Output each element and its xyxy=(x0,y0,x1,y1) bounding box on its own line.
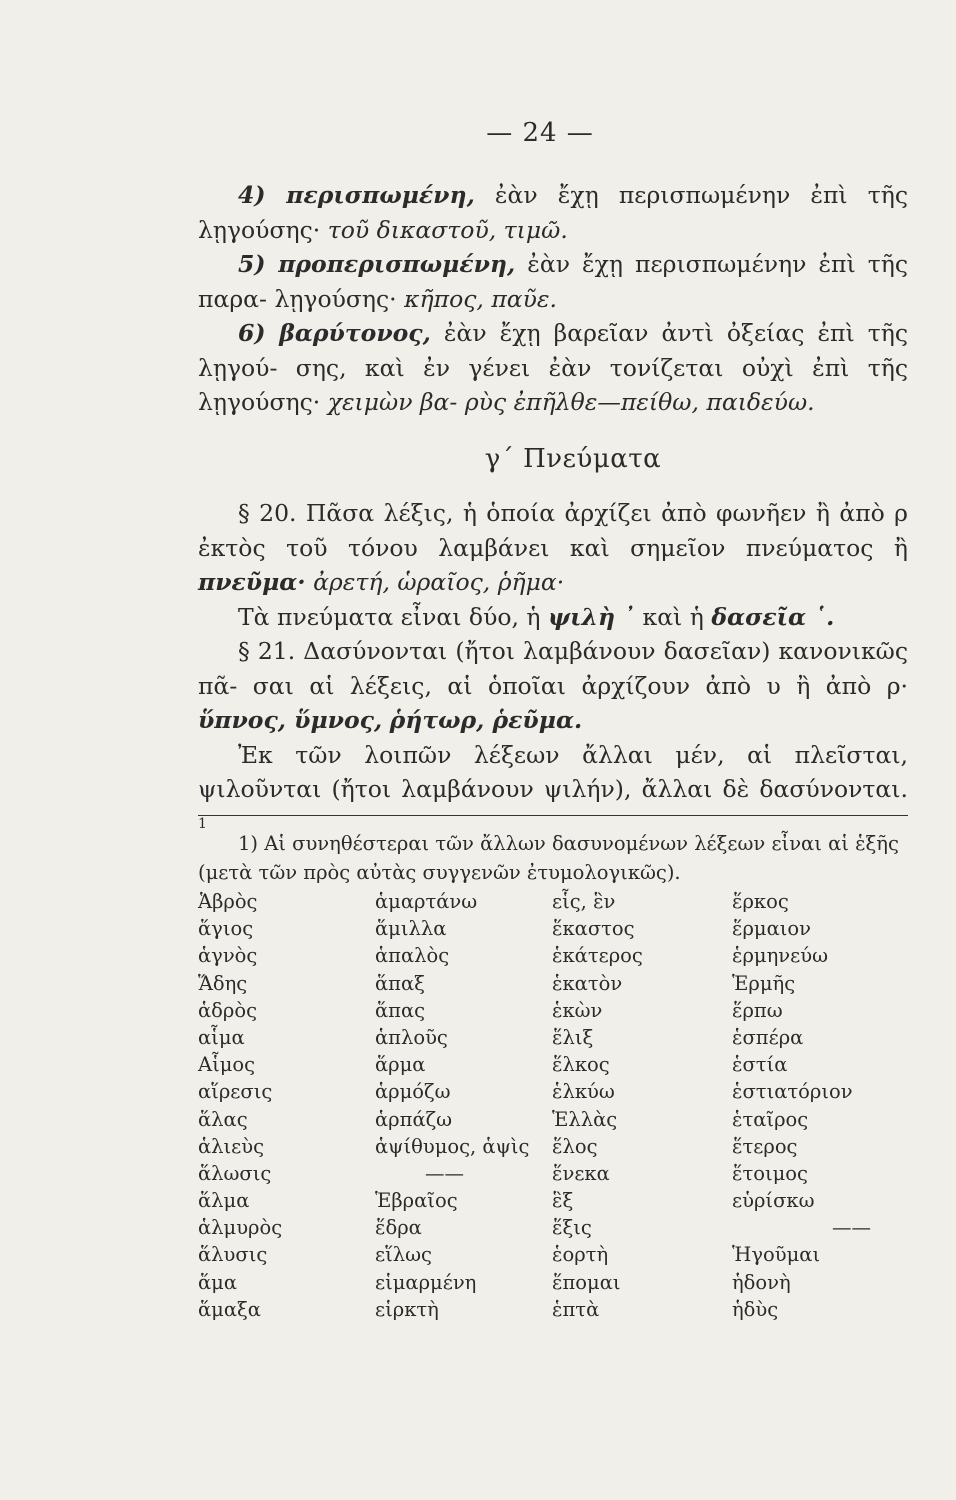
page-number: — 24 — xyxy=(486,118,594,148)
list-item: ἑπτὰ xyxy=(552,1297,600,1321)
term-psile: ψιλὴ ᾿ xyxy=(548,602,636,631)
list-item: Αἷμος xyxy=(198,1053,256,1077)
item-properispomene-example: κῆπος, παῦε. xyxy=(404,284,558,313)
list-item: ἅλυσις xyxy=(198,1243,268,1267)
paragraph-20-line-2: ἐκτὸς τοῦ τόνου λαμβάνει καὶ σημεῖον πνεύματος ἢ xyxy=(198,533,908,562)
item-barytonos-text: ἐὰν ἔχῃ βαρεῖαν ἀντὶ ὀξείας ἐπὶ τῆς λῃγού- xyxy=(198,319,908,382)
term-perispomene: 4) περισπωμένη, xyxy=(238,181,475,209)
item-properispomene-text: ἐὰν ἔχῃ περισπωμένην ἐπὶ τῆς παρα- xyxy=(198,250,908,313)
list-item: ἅμαξα xyxy=(198,1297,261,1321)
paragraph-rest-line-1: Ἐκ τῶν λοιπῶν λέξεων ἄλλαι μέν, αἱ πλεῖσται, ψιλοῦνται xyxy=(198,740,908,803)
list-item: ἕπομαι xyxy=(552,1270,621,1294)
list-item: ἡδονὴ xyxy=(732,1270,791,1294)
list-item: ἁρπάζω xyxy=(375,1107,453,1131)
list-item: ἅμιλλα xyxy=(375,917,447,941)
list-item: ἑστία xyxy=(732,1053,788,1077)
list-item: ἁμαρτάνω xyxy=(375,890,478,913)
list-item: ἁπαλὸς xyxy=(375,944,450,968)
list-item: ἕρμαιον xyxy=(732,917,812,941)
paragraph-21-examples-2: ῥήτωρ, ῥεῦμα. xyxy=(389,706,583,734)
list-item: ἁψίθυμος, ἁψὶς xyxy=(375,1134,530,1158)
list-item: ἑστιατόριον xyxy=(732,1080,853,1104)
list-item: αἷμα xyxy=(198,1025,245,1049)
paragraph-spirits xyxy=(198,600,908,635)
list-item: ἑλκύω xyxy=(552,1080,615,1104)
word-list-column-3 xyxy=(552,888,732,1323)
list-item: ἅγιος xyxy=(198,917,254,941)
item-barytonos-example-2: ρὺς ἐπῆλθε—πείθω, παιδεύω. xyxy=(464,388,815,416)
paragraph-21 xyxy=(198,634,908,738)
list-item: ἁπλοῦς xyxy=(375,1025,448,1049)
item-perispomene xyxy=(198,178,908,247)
list-item: εἵλως xyxy=(375,1243,432,1267)
list-item: ἅλμα xyxy=(198,1189,250,1213)
list-item: αἵρεσις xyxy=(198,1080,273,1104)
list-item: ἕνεκα xyxy=(552,1161,610,1185)
item-barytonos-example: χειμὼν βα- xyxy=(327,388,458,416)
list-item: Ἡγοῦμαι xyxy=(732,1243,821,1267)
footnote-rule xyxy=(198,815,908,816)
list-item: Ἑβραῖος xyxy=(375,1189,458,1213)
list-item: ἁρμόζω xyxy=(375,1080,451,1104)
list-item: ἑταῖρος xyxy=(732,1107,809,1131)
list-item: ἑορτὴ xyxy=(552,1243,609,1267)
list-item: ἑσπέρα xyxy=(732,1025,804,1049)
word-list-column-4 xyxy=(732,888,908,1323)
list-item: ἑκὼν xyxy=(552,998,603,1022)
paragraph-21-line-2: σαι αἱ λέξεις, αἱ ὁποῖαι ἀρχίζουν ἀπὸ υ ἢ ἀπὸ ρ· xyxy=(252,671,908,700)
footnote-reference: 1 xyxy=(198,815,207,832)
list-item: ἁλιεὺς xyxy=(198,1134,265,1158)
list-item: ἅλας xyxy=(198,1107,248,1131)
list-item: ἕρπω xyxy=(732,998,783,1022)
list-item: ἅρμα xyxy=(375,1053,426,1077)
footnote-line-2: (μετὰ τῶν πρὸς αὐτὰς συγγενῶν ἐτυμολογικῶς). xyxy=(198,861,681,884)
paragraph-21-line-1: § 21. Δασύνονται (ἤτοι λαμβάνουν δασεῖαν) κανονικῶς πᾶ- xyxy=(198,637,908,700)
spirits-text-a: Τὰ πνεύματα εἶναι δύο, ἡ xyxy=(238,602,541,631)
list-item: ἕξις xyxy=(552,1216,592,1240)
list-item: ἅλωσις xyxy=(198,1161,272,1185)
item-barytonos xyxy=(198,316,908,420)
item-perispomene-example: τοῦ δικαστοῦ, τιμῶ. xyxy=(327,215,568,244)
list-item: ἁδρὸς xyxy=(198,998,258,1022)
paragraph-20 xyxy=(198,496,908,600)
list-item: ἑρμηνεύω xyxy=(732,944,828,968)
list-item: ἡδὺς xyxy=(732,1297,779,1321)
list-item: ἕκαστος xyxy=(552,917,635,941)
section-heading: γ΄ Πνεύματα xyxy=(484,443,662,474)
item-properispomene xyxy=(198,247,908,316)
paragraph-rest-line-2: (ἤτοι λαμβάνουν ψιλήν), ἄλλαι δὲ δασύνονται. xyxy=(331,775,908,803)
spirits-text-b: καὶ ἡ xyxy=(642,602,704,631)
list-item: ἑκατὸν xyxy=(552,971,623,995)
term-daseia: δασεῖα ῾. xyxy=(711,602,835,631)
item-properispomene-cont: λῃγούσης· xyxy=(274,284,397,313)
item-perispomene-text: ἐὰν ἔχῃ περισπωμένην ἐπὶ τῆς λῃγούσης· xyxy=(198,181,908,244)
list-item: ἕλος xyxy=(552,1134,598,1158)
list-item: ἅπαξ xyxy=(375,971,425,995)
list-item: ἁγνὸς xyxy=(198,944,258,968)
list-item: ἑκάτερος xyxy=(552,944,643,968)
list-item: εἷς, ἓν xyxy=(552,890,616,913)
paragraph-20-line-1: § 20. Πᾶσα λέξις, ἡ ὁποία ἀρχίζει ἀπὸ φωνῆεν ἢ ἀπὸ ρ xyxy=(238,499,908,527)
word-list-column-2 xyxy=(375,888,552,1323)
list-item: εὑρίσκω xyxy=(732,1189,815,1213)
term-barytonos: 6) βαρύτονος, xyxy=(238,319,431,347)
list-item: Ἅδης xyxy=(198,971,248,995)
word-list xyxy=(198,888,908,1323)
list-item: ἕδρα xyxy=(375,1216,422,1240)
word-list-column-1 xyxy=(198,888,375,1323)
list-item: Ἑλλὰς xyxy=(552,1107,618,1131)
list-item: ἓξ xyxy=(552,1189,574,1213)
paragraph-21-examples-1: ὕπνος, ὕμνος, xyxy=(198,706,383,734)
list-item: ἁλμυρὸς xyxy=(198,1216,283,1240)
list-item: εἱρκτὴ xyxy=(375,1297,439,1321)
list-item: Ἁβρὸς xyxy=(198,890,258,913)
list-item: ἅπας xyxy=(375,998,426,1022)
term-properispomene: 5) προπερισπωμένη, xyxy=(238,250,516,278)
main-text xyxy=(198,178,908,846)
footnote-line-1: 1) Αἱ συνηθέστεραι τῶν ἄλλων δασυνομένων λέξεων εἶναι αἱ ἑξῆς xyxy=(238,832,899,855)
list-item: ἕλιξ xyxy=(552,1025,594,1049)
footnote xyxy=(198,829,908,887)
list-separator: —— xyxy=(425,1161,464,1185)
term-pneuma: πνεῦμα· xyxy=(198,568,306,596)
list-item: ἕτοιμος xyxy=(732,1161,808,1185)
list-separator: —— xyxy=(832,1216,871,1240)
list-item: ἅμα xyxy=(198,1270,238,1294)
list-item: Ἑρμῆς xyxy=(732,971,796,995)
paragraph-20-examples: ἀρετή, ὡραῖος, ῥῆμα· xyxy=(313,568,565,596)
list-item: εἱμαρμένη xyxy=(375,1270,477,1294)
item-barytonos-cont: σης, καὶ ἐν γένει ἐὰν τονίζεται οὐχὶ ἐπὶ τῆς λῃγούσης· xyxy=(198,353,908,416)
list-item: ἕρκος xyxy=(732,890,789,913)
list-item: ἕλκος xyxy=(552,1053,610,1077)
list-item: ἕτερος xyxy=(732,1134,798,1158)
